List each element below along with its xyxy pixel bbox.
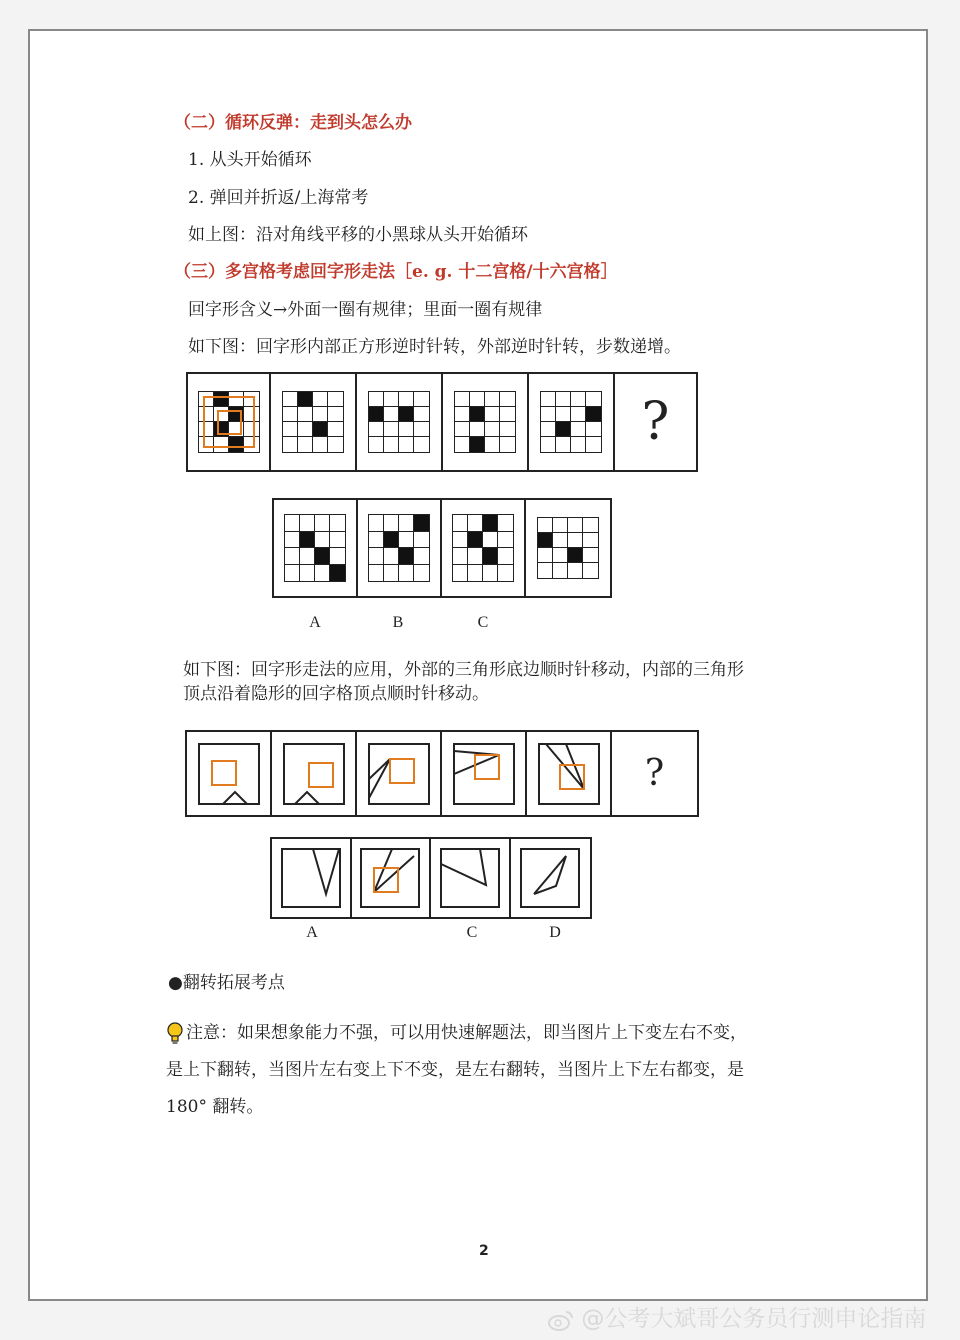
section3-note: 如下图：回字形内部正方形逆时针转，外部逆时针转，步数递增。 [188,337,681,357]
triangle-square-figure [453,743,515,805]
puzzle2-figure-4 [442,732,527,815]
puzzle2-label-b-selected: B [377,924,407,942]
puzzle2-question-cell [612,732,697,815]
puzzle2-options-row [270,837,592,919]
sixteen-grid [537,517,599,579]
section3-meaning: 回字形含义→外面一圈有规律；里面一圈有规律 [188,300,543,320]
question-mark: ? [641,392,670,452]
puzzle2-figure-5 [527,732,612,815]
puzzle1-figure-5 [529,374,615,470]
flip-tip-line2: 是上下翻转，当图片左右变上下不变，是左右翻转，当图片上下左右都变，是 [166,1060,744,1080]
triangle-square-figure [283,743,345,805]
puzzle2-figure-3 [357,732,442,815]
puzzle2-label-d: D [549,924,561,941]
weibo-icon [548,1309,574,1331]
sixteen-grid [198,391,260,453]
puzzle2-label-c: C [466,924,478,941]
inner-ring-highlight [217,410,242,435]
puzzle1-figure-4 [443,374,529,470]
puzzle2-figure-2 [272,732,357,815]
flip-tip-line1: 注意：如果想象能力不强，可以用快速解题法，即当图片上下变左右不变， [186,1023,747,1043]
puzzle1-label-c: C [477,614,489,631]
triangle-square-figure [368,743,430,805]
lightbulb-icon [166,1022,184,1044]
sixteen-grid [454,391,516,453]
watermark [548,1300,926,1333]
triangle-square-figure [281,848,341,908]
triangle-square-figure [198,743,260,805]
question-mark: ? [644,752,665,794]
puzzle1-option-b[interactable] [358,500,442,596]
section2-item2: 2. 弹回并折返/上海常考 [188,188,369,208]
section3-heading: （三）多宫格考虑回字形走法［e. g. 十二宫格/十六宫格］ [174,262,618,282]
sixteen-grid [284,514,346,582]
sixteen-grid [368,391,430,453]
triangle-square-figure [440,848,500,908]
puzzle1-option-c[interactable] [442,500,526,596]
puzzle1-figure-1 [188,374,271,470]
puzzle2-label-a: A [306,924,318,941]
page-number: 2 [479,1243,489,1259]
sixteen-grid [368,514,430,582]
section2-item1: 1. 从头开始循环 [188,150,312,170]
triangle-note-line2: 顶点沿着隐形的回字格顶点顺时针移动。 [183,684,489,704]
puzzle1-question-cell [615,374,696,470]
sixteen-grid [282,391,344,453]
puzzle2-option-b[interactable] [352,839,432,917]
puzzle1-question-row [186,372,698,472]
puzzle1-label-d-selected: D [551,614,581,632]
puzzle1-option-d[interactable] [526,500,610,596]
section2-note: 如上图：沿对角线平移的小黑球从头开始循环 [188,225,528,245]
puzzle1-figure-3 [357,374,443,470]
puzzle1-figure-2 [271,374,357,470]
triangle-square-figure [520,848,580,908]
sixteen-grid [452,514,514,582]
puzzle2-option-c[interactable] [431,839,511,917]
flip-tip-line3: 180° 翻转。 [166,1097,264,1117]
sixteen-grid [540,391,602,453]
puzzle1-label-a: A [309,614,321,631]
triangle-square-figure [538,743,600,805]
puzzle1-option-a[interactable] [274,500,358,596]
puzzle1-options-row [272,498,612,598]
puzzle2-question-row [185,730,699,817]
triangle-note-line1: 如下图：回字形走法的应用，外部的三角形底边顺时针移动，内部的三角形 [183,660,744,680]
puzzle2-figure-1 [187,732,272,815]
puzzle2-option-d[interactable] [511,839,590,917]
section2-heading: （二）循环反弹：走到头怎么办 [174,113,412,133]
triangle-square-figure [360,848,420,908]
watermark-text: @公考大斌哥公务员行测申论指南 [581,1306,927,1332]
puzzle2-option-a[interactable] [272,839,352,917]
puzzle1-label-b: B [392,614,404,631]
flip-bullet: ●翻转拓展考点 [168,973,285,993]
